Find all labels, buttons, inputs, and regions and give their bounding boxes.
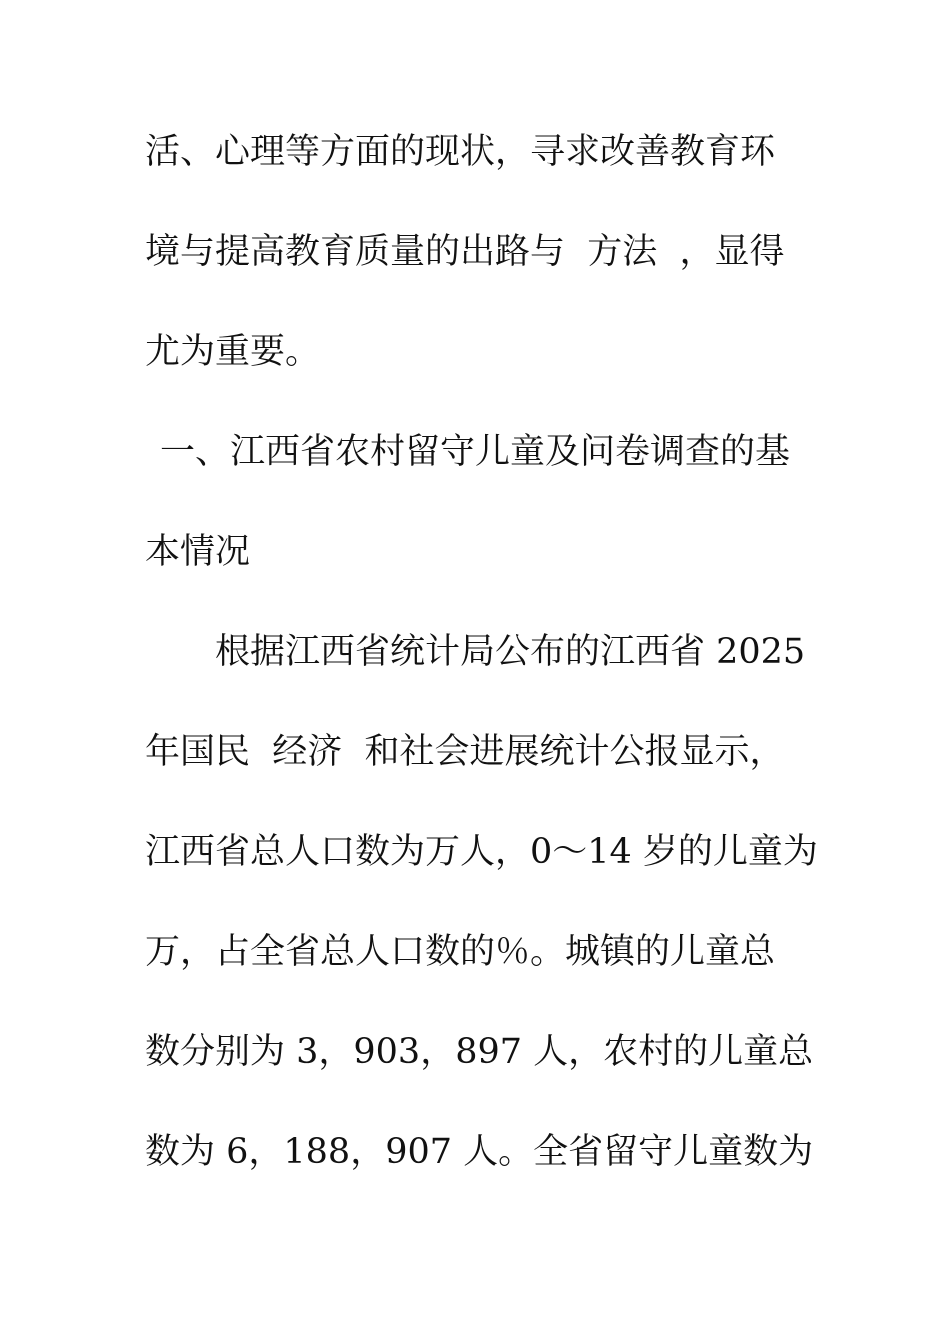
section-heading-continuation: 本情况 bbox=[145, 532, 251, 572]
paragraph-line: 数分别为 3，903，897 人，农村的儿童总 bbox=[145, 1032, 814, 1072]
paragraph-line: 万，占全省总人口数的％。城镇的儿童总 bbox=[145, 932, 776, 972]
paragraph-line: 数为 6，188，907 人。全省留守儿童数为 bbox=[145, 1132, 814, 1172]
section-heading: 一、江西省农村留守儿童及问卷调查的基 bbox=[160, 432, 791, 472]
paragraph-line: 尤为重要。 bbox=[145, 332, 321, 372]
paragraph-line: 活、心理等方面的现状，寻求改善教育环 bbox=[145, 132, 776, 172]
paragraph-line: 境与提高教育质量的出路与 方法 ，显得 bbox=[145, 232, 785, 272]
paragraph-line: 年国民 经济 和社会进展统计公报显示， bbox=[145, 732, 785, 772]
paragraph-line: 江西省总人口数为万人，0～14 岁的儿童为 bbox=[145, 832, 818, 872]
paragraph-line: 根据江西省统计局公布的江西省 2025 bbox=[215, 632, 806, 672]
